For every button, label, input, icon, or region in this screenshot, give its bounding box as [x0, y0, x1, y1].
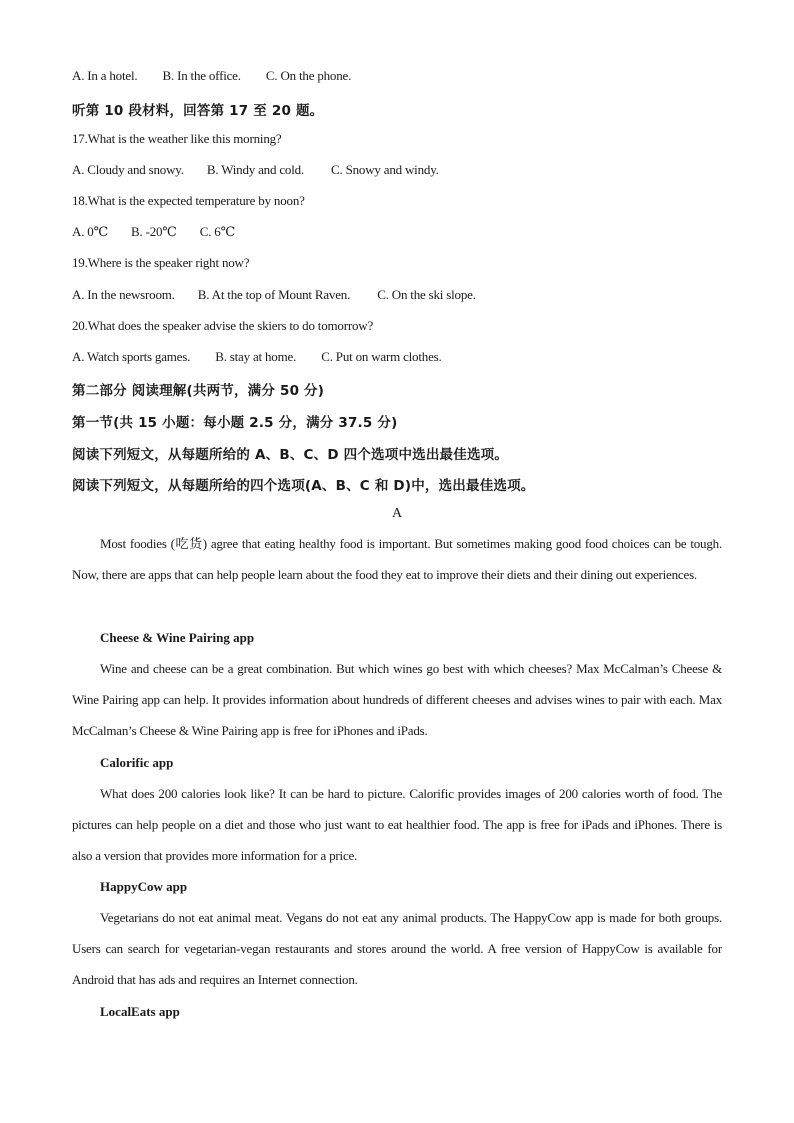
option-b: B. Windy and cold. — [206, 162, 304, 177]
option-a: A. In the newsroom. — [72, 287, 175, 302]
q16-options — [72, 68, 351, 84]
section1-title: 第一节(共 15 小题：每小题 2.5 分，满分 37.5 分) — [72, 415, 398, 431]
app-heading-calorific: Calorific app — [100, 755, 174, 770]
app-text-happycow: Vegetarians do not eat animal meat. Vegans do not eat any animal products. The HappyCow app is made for both groups. Users can search for vegetarian-vegan restaurants and stores around the world. A free version of HappyCow is available for Android that has ads and requires an Internet connection. — [72, 910, 722, 988]
passage-letter: A — [392, 506, 402, 521]
option-a: A. Watch sports games. — [72, 349, 191, 364]
app-text-calorific: What does 200 calories look like? It can be hard to picture. Calorific provides images of 200 calories worth of food. The pictures can help people on a diet and those who just want to eat healthier food. The app is free for iPads and iPhones. There is also a version that provides more information for a price. — [72, 786, 722, 864]
option-b: B. In the office. — [162, 68, 241, 83]
app-heading-localeats: LocalEats app — [100, 1004, 180, 1019]
passage10-instruction: 听第 10 段材料，回答第 17 至 20 题。 — [72, 103, 324, 119]
option-b: B. -20℃ — [131, 224, 177, 239]
option-c: C. Put on warm clothes. — [321, 349, 442, 364]
question-20-options — [72, 349, 442, 365]
app-heading-cheese-wine: Cheese & Wine Pairing app — [100, 630, 255, 645]
app-heading-happycow: HappyCow app — [100, 879, 188, 894]
option-c: C. 6℃ — [199, 224, 235, 239]
reading-instruction-2: 阅读下列短文，从每题所给的四个选项(A、B、C 和 D)中，选出最佳选项。 — [72, 478, 535, 494]
option-a: A. 0℃ — [72, 224, 108, 239]
option-a: A. Cloudy and snowy. — [72, 162, 184, 177]
option-b: B. At the top of Mount Raven. — [197, 287, 351, 302]
question-18-options — [72, 224, 235, 240]
part2-title: 第二部分 阅读理解(共两节，满分 50 分) — [72, 383, 325, 399]
option-c: C. On the ski slope. — [377, 287, 476, 302]
question-19-options — [72, 287, 476, 303]
passage-intro: Most foodies (吃货) agree that eating healthy food is important. But sometimes making good food choices can be tough. Now, there are apps that can help people learn about the food they eat to improve their diets and their dining out experiences. — [72, 536, 722, 583]
question-17-options — [72, 162, 439, 178]
option-b: B. stay at home. — [215, 349, 297, 364]
reading-instruction-1: 阅读下列短文，从每题所给的 A、B、C、D 四个选项中选出最佳选项。 — [72, 447, 509, 463]
question-17-stem: 17.What is the weather like this morning? — [72, 131, 282, 146]
question-20-stem: 20.What does the speaker advise the skiers to do tomorrow? — [72, 318, 374, 333]
question-18-stem: 18.What is the expected temperature by noon? — [72, 193, 305, 208]
question-19-stem: 19.Where is the speaker right now? — [72, 255, 250, 270]
option-c: C. On the phone. — [265, 68, 352, 83]
app-text-cheese-wine: Wine and cheese can be a great combination. But which wines go best with which cheeses? Max McCalman’s Cheese & Wine Pairing app can help. It provides information about hundreds of different cheeses and advises wines to pair with each. Max McCalman’s Cheese & Wine Pairing app is free for iPhones and iPads. — [72, 661, 722, 739]
option-a: A. In a hotel. — [72, 68, 138, 83]
option-c: C. Snowy and windy. — [331, 162, 439, 177]
